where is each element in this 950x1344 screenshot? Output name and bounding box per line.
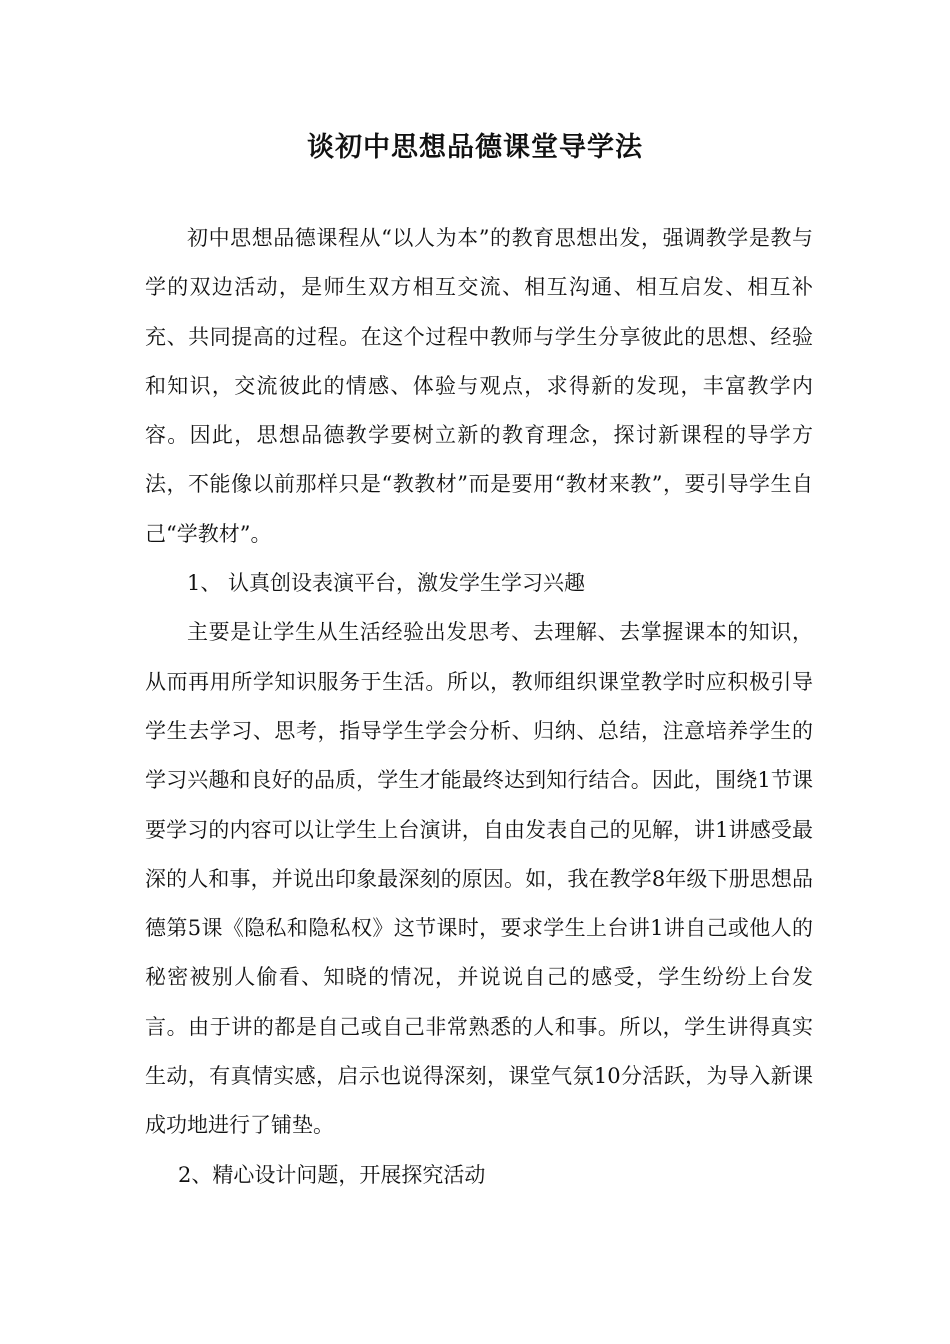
- section-1-heading: 1、 认真创设表演平台，激发学生学习兴趣: [187, 571, 586, 596]
- document-body: [145, 214, 813, 1200]
- intro-paragraph: 初中思想品德课程从“以人为本”的教育思想出发，强调教学是教与学的双边活动，是师生双方相互交流、相互沟通、相互启发、相互补充、共同提高的过程。在这个过程中教师与学生分享彼此的思想、经验和知识，交流彼此的情感、体验与观点，求得新的发现，丰富教学内容。因此，思想品德教学要树立新的教育理念，探讨新课程的导学方法，不能像以前那样只是“教教材”而是要用“教材来教”，要引导学生自己“学教材”。: [145, 226, 813, 546]
- section-2-heading: 2、精心设计问题，开展探究活动: [178, 1162, 486, 1187]
- section-1-paragraph: 主要是让学生从生活经验出发思考、去理解、去掌握课本的知识，从而再用所学知识服务于生活。所以，教师组织课堂教学时应积极引导学生去学习、思考，指导学生学会分析、归纳、总结，注意培养学生的学习兴趣和良好的品质，学生才能最终达到知行结合。因此，围绕1节课要学习的内容可以让学生上台演讲，自由发表自己的见解，讲1讲感受最深的人和事，并说出印象最深刻的原因。如，我在教学8年级下册思想品德第5课《隐私和隐私权》这节课时，要求学生上台讲1讲自己或他人的秘密被别人偷看、知晓的情况，并说说自己的感受，学生纷纷上台发言。由于讲的都是自己或自己非常熟悉的人和事。所以，学生讲得真实生动，有真情实感，启示也说得深刻，课堂气氛10分活跃，为导入新课成功地进行了铺垫。: [145, 620, 813, 1138]
- document-title: 谈初中思想品德课堂导学法: [307, 132, 643, 163]
